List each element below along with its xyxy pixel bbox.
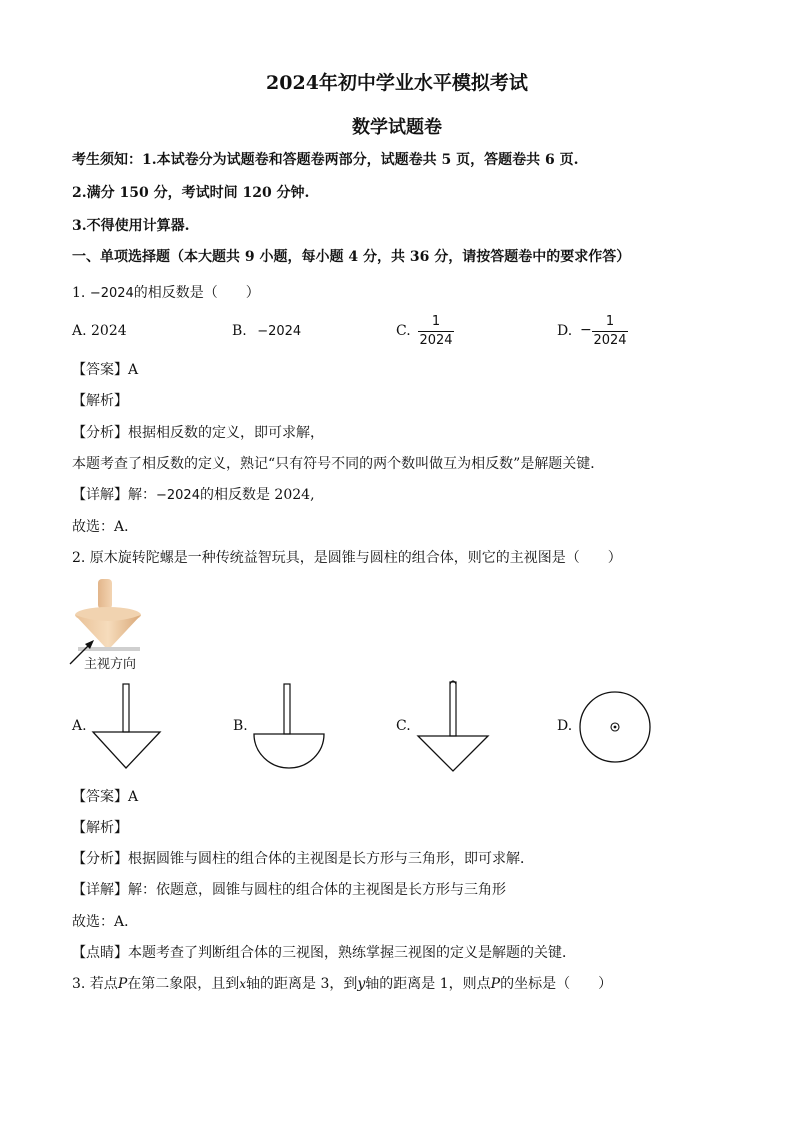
detail-value: −2024 [156,488,200,503]
q1-stem [72,282,260,302]
q3-stem [72,973,612,993]
q1-option-b-label: B. [232,323,247,339]
q2-fenxi [72,848,534,868]
q3-text-4: 轴的距离是 1，则点 [365,976,491,992]
q1-option-c-label: C. [396,323,411,339]
dianjing-text: 本题考查了判断组合体的三视图，熟练掌握三视图的定义是解题的关键． [128,945,576,961]
q2-choose: 故选：A． [72,914,139,930]
q1-option-d-numerator: 1 [605,314,615,329]
q1-option-d-sign: − [580,322,592,338]
notice-line-1: 考生须知：1.本试卷分为试题卷和答题卷两部分，试题卷共 5 页，答题卷共 6 页. [72,152,579,168]
fenxi-text: 根据相反数的定义，即可求解， [128,425,324,441]
answer-value: A [128,362,139,378]
q1-answer [72,359,138,379]
q1-option-a: A. 2024 [72,323,127,339]
q2-dianjing [72,942,576,962]
answer-tag: 【答案】 [72,362,128,378]
q3-var-x: x [239,977,247,991]
answer-tag: 【答案】 [72,789,128,805]
q3-text-1: 3. 若点 [72,976,118,992]
dianjing-tag: 【点睛】 [72,945,128,961]
notice-line-3: 3.不得使用计算器. [72,218,190,234]
fenxi-tag: 【分析】 [72,425,128,441]
top-handle [98,579,112,609]
q2-option-d-label: D. [557,718,573,734]
q2-option-a-figure [90,682,164,770]
q1-option-b-value: −2024 [257,324,302,339]
q1-option-b [232,323,301,339]
q1-option-c-denominator: 2024 [419,333,453,348]
q2-stem: 2. 原木旋转陀螺是一种传统益智玩具，是圆锥与圆柱的组合体，则它的主视图是（ ） [72,550,622,566]
q2-option-d-figure [576,688,656,768]
page-title: 2024年初中学业水平模拟考试 [266,72,528,94]
detail-text: 解：依题意，圆锥与圆柱的组合体的主视图是长方形与三角形 [128,882,506,898]
q1-option-d-fraction [592,314,628,349]
notice-line-2: 2.满分 150 分，考试时间 120 分钟. [72,185,310,201]
q1-stem-text: 的相反数是（ ） [133,285,260,301]
q1-detail [72,484,315,504]
view-direction-label: 主视方向 [84,657,137,672]
detail-suffix: 的相反数是 2024, [199,487,315,503]
q1-option-d-label: D. [557,323,573,339]
fraction-bar [592,331,628,332]
q2-option-b-figure [250,682,330,770]
q2-answer [72,786,138,806]
q1-option-d-denominator: 2024 [593,333,627,348]
q1-summary: 本题考查了相反数的定义，熟记“只有符号不同的两个数叫做互为相反数”是解题关键． [72,456,605,472]
section-heading: 一、单项选择题（本大题共 9 小题，每小题 4 分，共 36 分，请按答题卷中的要求作答） [72,249,631,265]
page-subtitle: 数学试题卷 [352,117,442,138]
q1-option-c-numerator: 1 [431,314,441,329]
q2-detail [72,879,506,899]
detail-tag: 【详解】 [72,882,128,898]
detail-tag: 【详解】 [72,487,128,503]
q2-analysis-tag: 【解析】 [72,820,128,836]
q3-text-5: 的坐标是（ ） [500,976,613,992]
fraction-bar [418,331,454,332]
q1-analysis-tag: 【解析】 [72,393,128,409]
q1-choose: 故选：A． [72,519,139,535]
q2-option-a-label: A. [72,718,87,734]
fenxi-tag: 【分析】 [72,851,128,867]
fenxi-text: 根据圆锥与圆柱的组合体的主视图是长方形与三角形，即可求解． [128,851,534,867]
q2-option-c-figure [414,678,494,774]
q1-option-c-fraction [418,314,454,349]
q2-option-b-label: B. [233,718,248,734]
q3-var-p: P [117,976,128,992]
q1-value: −2024 [89,286,134,301]
answer-value: A [128,789,139,805]
q1-number: 1. [72,285,86,301]
q2-option-c-label: C. [396,718,411,734]
q3-text-3: 轴的距离是 3，到 [246,976,358,992]
q3-text-2: 在第二象限，且到 [127,976,240,992]
q3-var-y: y [357,976,366,992]
q1-fenxi [72,422,324,442]
q3-var-p-2: P [490,976,501,992]
detail-prefix: 解： [128,487,156,503]
